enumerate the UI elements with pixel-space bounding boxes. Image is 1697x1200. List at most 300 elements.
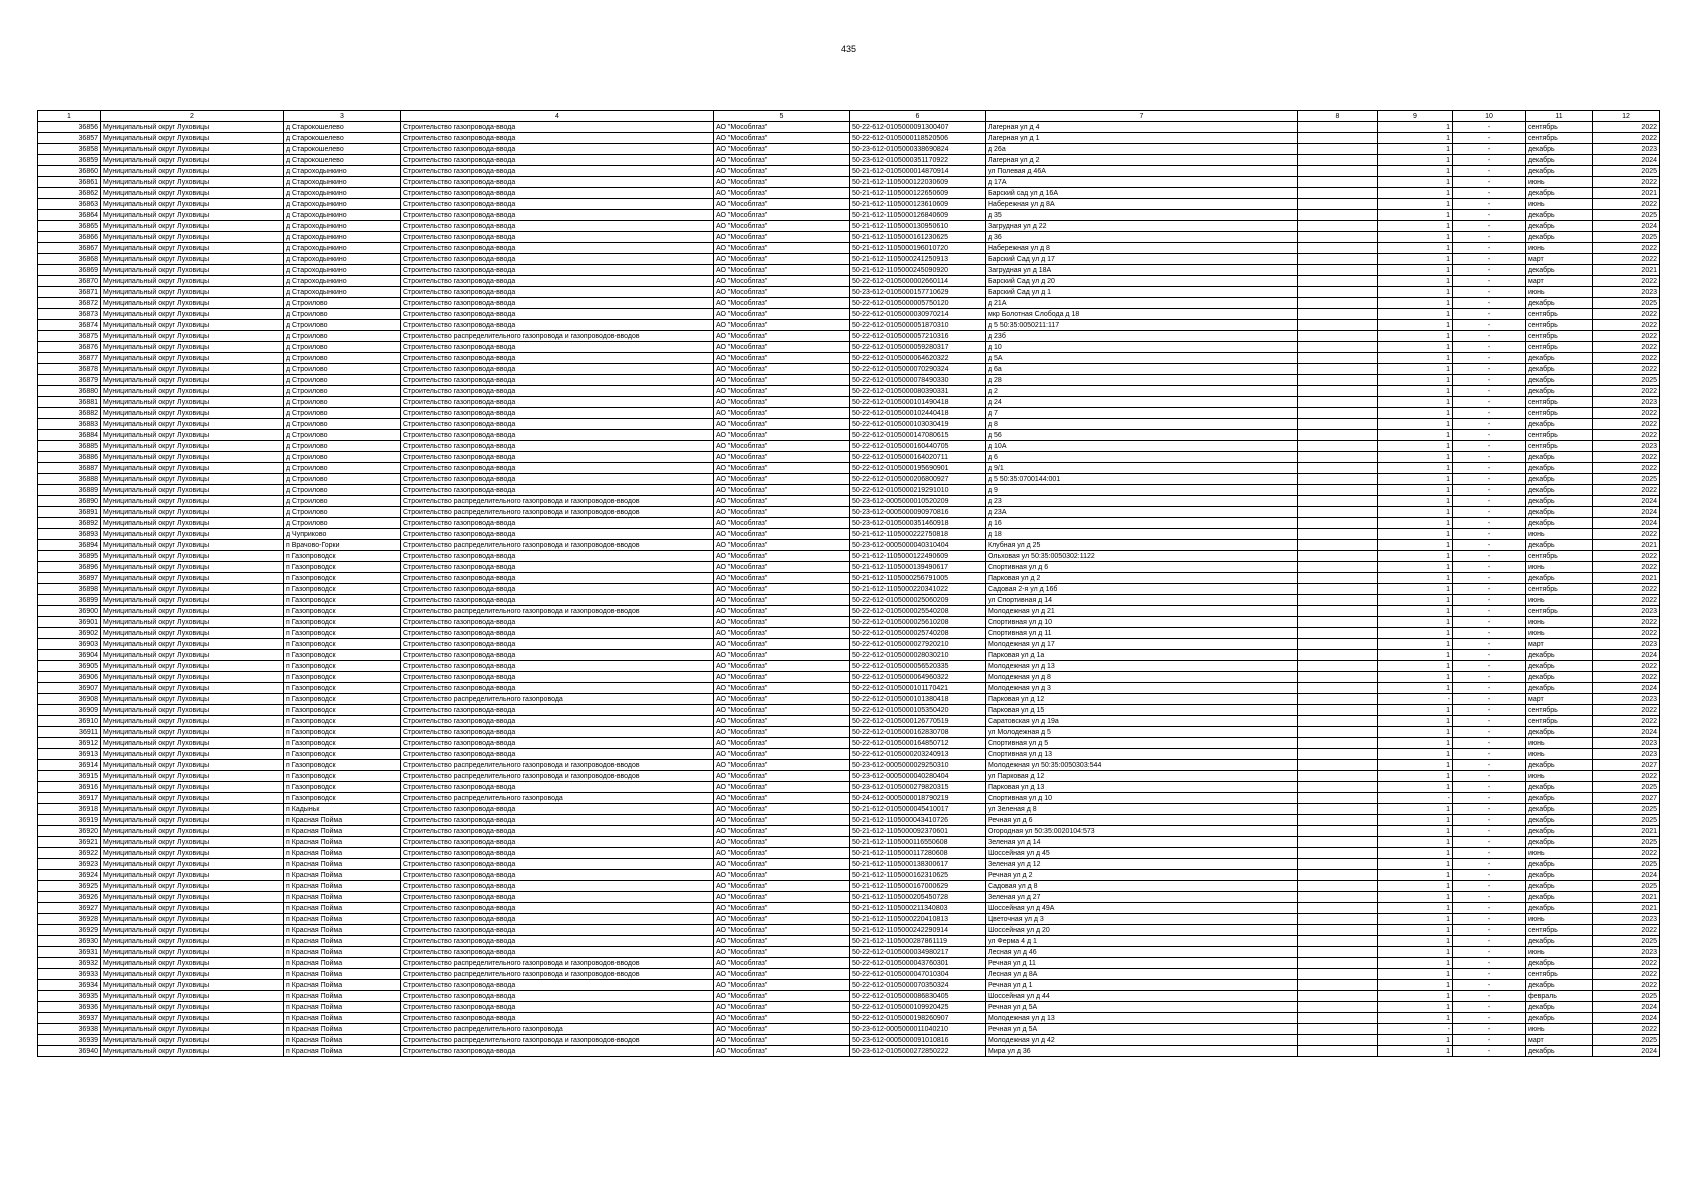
application-number-cell: 50-21-612-1105000123610609 xyxy=(850,199,986,210)
application-number-cell: 50-22-612-0105000025060209 xyxy=(850,595,986,606)
row-number-cell: 36871 xyxy=(38,287,101,298)
table-row xyxy=(38,980,1660,991)
col8-cell xyxy=(1298,232,1378,243)
col8-cell xyxy=(1298,573,1378,584)
col10-cell: - xyxy=(1453,430,1526,441)
col9-cell: 1 xyxy=(1378,672,1453,683)
organization-cell: АО "Мособлгаз" xyxy=(714,848,850,859)
table-row xyxy=(38,155,1660,166)
col9-cell: 1 xyxy=(1378,122,1453,133)
col9-cell: 1 xyxy=(1378,364,1453,375)
row-number-cell: 36879 xyxy=(38,375,101,386)
work-type-cell: Строительство газопровода-ввода xyxy=(401,749,714,760)
col8-cell xyxy=(1298,540,1378,551)
application-number-cell: 50-21-612-1105000138300617 xyxy=(850,859,986,870)
col10-cell: - xyxy=(1453,859,1526,870)
application-number-cell: 50-21-612-1105000256791005 xyxy=(850,573,986,584)
application-number-cell: 50-23-612-0105000338690824 xyxy=(850,144,986,155)
application-number-cell: 50-22-612-0105000198260907 xyxy=(850,1013,986,1024)
col9-cell: 1 xyxy=(1378,705,1453,716)
table-row xyxy=(38,727,1660,738)
table-row xyxy=(38,837,1660,848)
organization-cell: АО "Мособлгаз" xyxy=(714,815,850,826)
table-row xyxy=(38,353,1660,364)
col9-cell: 1 xyxy=(1378,287,1453,298)
row-number-cell: 36898 xyxy=(38,584,101,595)
col8-cell xyxy=(1298,947,1378,958)
district-cell: Муниципальный округ Луховицы xyxy=(101,133,284,144)
district-cell: Муниципальный округ Луховицы xyxy=(101,650,284,661)
year-cell: 2021 xyxy=(1593,826,1660,837)
month-cell: декабрь xyxy=(1526,1013,1593,1024)
row-number-cell: 36874 xyxy=(38,320,101,331)
table-row xyxy=(38,892,1660,903)
organization-cell: АО "Мособлгаз" xyxy=(714,485,850,496)
col8-cell xyxy=(1298,430,1378,441)
organization-cell: АО "Мособлгаз" xyxy=(714,1046,850,1057)
work-type-cell: Строительство газопровода-ввода xyxy=(401,408,714,419)
col9-cell: 1 xyxy=(1378,925,1453,936)
organization-cell: АО "Мособлгаз" xyxy=(714,936,850,947)
year-cell: 2022 xyxy=(1593,617,1660,628)
col9-cell: 1 xyxy=(1378,320,1453,331)
address-cell: Ольховая ул 50:35:0050302:1122 xyxy=(986,551,1298,562)
settlement-cell: п Красная Пойма xyxy=(284,958,401,969)
month-cell: февраль xyxy=(1526,991,1593,1002)
organization-cell: АО "Мособлгаз" xyxy=(714,1035,850,1046)
organization-cell: АО "Мособлгаз" xyxy=(714,309,850,320)
col9-cell: 1 xyxy=(1378,716,1453,727)
table-row xyxy=(38,716,1660,727)
row-number-cell: 36888 xyxy=(38,474,101,485)
address-cell: ул Спортивная д 14 xyxy=(986,595,1298,606)
address-cell: д 17А xyxy=(986,177,1298,188)
work-type-cell: Строительство газопровода-ввода xyxy=(401,122,714,133)
year-cell: 2023 xyxy=(1593,749,1660,760)
address-cell: Садовая 2-я ул д 16б xyxy=(986,584,1298,595)
table-row xyxy=(38,1024,1660,1035)
settlement-cell: п Газопроводск xyxy=(284,749,401,760)
col8-cell xyxy=(1298,683,1378,694)
settlement-cell: п Красная Пойма xyxy=(284,936,401,947)
col8-cell xyxy=(1298,155,1378,166)
col8-cell xyxy=(1298,463,1378,474)
district-cell: Муниципальный округ Луховицы xyxy=(101,210,284,221)
row-number-cell: 36872 xyxy=(38,298,101,309)
col10-cell: - xyxy=(1453,232,1526,243)
address-cell: Огородная ул 50:35:0020104:573 xyxy=(986,826,1298,837)
col10-cell: - xyxy=(1453,122,1526,133)
month-cell: декабрь xyxy=(1526,210,1593,221)
work-type-cell: Строительство газопровода-ввода xyxy=(401,584,714,595)
col8-cell xyxy=(1298,925,1378,936)
district-cell: Муниципальный округ Луховицы xyxy=(101,870,284,881)
settlement-cell: п Газопроводск xyxy=(284,551,401,562)
application-number-cell: 50-22-612-0105000164020711 xyxy=(850,452,986,463)
work-type-cell: Строительство газопровода-ввода xyxy=(401,947,714,958)
address-cell: Молодежная ул 50:35:0050303:544 xyxy=(986,760,1298,771)
district-cell: Муниципальный округ Луховицы xyxy=(101,991,284,1002)
organization-cell: АО "Мособлгаз" xyxy=(714,320,850,331)
month-cell: декабрь xyxy=(1526,474,1593,485)
application-number-cell: 50-22-612-0105000101490418 xyxy=(850,397,986,408)
month-cell: сентябрь xyxy=(1526,133,1593,144)
address-cell: д 9 xyxy=(986,485,1298,496)
month-cell: декабрь xyxy=(1526,144,1593,155)
table-row xyxy=(38,364,1660,375)
application-number-cell: 50-21-612-1105000245090920 xyxy=(850,265,986,276)
district-cell: Муниципальный округ Луховицы xyxy=(101,837,284,848)
col8-cell xyxy=(1298,408,1378,419)
district-cell: Муниципальный округ Луховицы xyxy=(101,1013,284,1024)
table-row xyxy=(38,122,1660,133)
settlement-cell: п Газопроводск xyxy=(284,771,401,782)
table-row xyxy=(38,232,1660,243)
col9-cell: 1 xyxy=(1378,408,1453,419)
organization-cell: АО "Мособлгаз" xyxy=(714,276,850,287)
col8-cell xyxy=(1298,474,1378,485)
year-cell: 2024 xyxy=(1593,1013,1660,1024)
col8-cell xyxy=(1298,826,1378,837)
settlement-cell: д Строилово xyxy=(284,331,401,342)
address-cell: Барский Сад ул д 20 xyxy=(986,276,1298,287)
col9-cell: 1 xyxy=(1378,133,1453,144)
work-type-cell: Строительство газопровода-ввода xyxy=(401,177,714,188)
row-number-cell: 36911 xyxy=(38,727,101,738)
organization-cell: АО "Мособлгаз" xyxy=(714,298,850,309)
year-cell: 2022 xyxy=(1593,342,1660,353)
settlement-cell: д Староходынкино xyxy=(284,243,401,254)
work-type-cell: Строительство газопровода-ввода xyxy=(401,232,714,243)
month-cell: сентябрь xyxy=(1526,320,1593,331)
table-row xyxy=(38,694,1660,705)
col9-cell: 1 xyxy=(1378,826,1453,837)
settlement-cell: д Строилово xyxy=(284,375,401,386)
organization-cell: АО "Мособлгаз" xyxy=(714,650,850,661)
address-cell: Спортивная ул д 6 xyxy=(986,562,1298,573)
row-number-cell: 36876 xyxy=(38,342,101,353)
district-cell: Муниципальный округ Луховицы xyxy=(101,342,284,353)
column-header: 11 xyxy=(1526,111,1593,122)
district-cell: Муниципальный округ Луховицы xyxy=(101,628,284,639)
district-cell: Муниципальный округ Луховицы xyxy=(101,276,284,287)
application-number-cell: 50-22-612-0105000080390331 xyxy=(850,386,986,397)
col8-cell xyxy=(1298,221,1378,232)
address-cell: Речная ул д 5А xyxy=(986,1002,1298,1013)
district-cell: Муниципальный округ Луховицы xyxy=(101,144,284,155)
col10-cell: - xyxy=(1453,133,1526,144)
district-cell: Муниципальный округ Луховицы xyxy=(101,892,284,903)
work-type-cell: Строительство газопровода-ввода xyxy=(401,881,714,892)
organization-cell: АО "Мособлгаз" xyxy=(714,166,850,177)
settlement-cell: п Газопроводск xyxy=(284,661,401,672)
row-number-cell: 36862 xyxy=(38,188,101,199)
organization-cell: АО "Мособлгаз" xyxy=(714,232,850,243)
organization-cell: АО "Мособлгаз" xyxy=(714,969,850,980)
col9-cell: 1 xyxy=(1378,518,1453,529)
col10-cell: - xyxy=(1453,606,1526,617)
table-row xyxy=(38,760,1660,771)
row-number-cell: 36897 xyxy=(38,573,101,584)
application-number-cell: 50-23-612-0105000272850222 xyxy=(850,1046,986,1057)
col10-cell: - xyxy=(1453,166,1526,177)
work-type-cell: Строительство газопровода-ввода xyxy=(401,628,714,639)
month-cell: июнь xyxy=(1526,177,1593,188)
work-type-cell: Строительство газопровода-ввода xyxy=(401,716,714,727)
year-cell: 2025 xyxy=(1593,375,1660,386)
col9-cell: 1 xyxy=(1378,221,1453,232)
col8-cell xyxy=(1298,716,1378,727)
year-cell: 2024 xyxy=(1593,870,1660,881)
col9-cell: 1 xyxy=(1378,375,1453,386)
application-number-cell: 50-23-612-0105000279820315 xyxy=(850,782,986,793)
address-cell: Загрудная ул д 22 xyxy=(986,221,1298,232)
settlement-cell: д Староходынкино xyxy=(284,287,401,298)
year-cell: 2025 xyxy=(1593,804,1660,815)
address-cell: Молодежная ул д 3 xyxy=(986,683,1298,694)
col8-cell xyxy=(1298,353,1378,364)
organization-cell: АО "Мособлгаз" xyxy=(714,837,850,848)
work-type-cell: Строительство распределительного газопровода и газопроводов-вводов xyxy=(401,496,714,507)
month-cell: декабрь xyxy=(1526,485,1593,496)
address-cell: Речная ул д 5А xyxy=(986,1024,1298,1035)
col8-cell xyxy=(1298,166,1378,177)
table-row xyxy=(38,936,1660,947)
district-cell: Муниципальный округ Луховицы xyxy=(101,716,284,727)
settlement-cell: д Старокошелево xyxy=(284,144,401,155)
table-row xyxy=(38,848,1660,859)
col10-cell: - xyxy=(1453,254,1526,265)
application-number-cell: 50-21-612-1105000122490609 xyxy=(850,551,986,562)
application-number-cell: 50-22-612-0105000025740208 xyxy=(850,628,986,639)
month-cell: декабрь xyxy=(1526,452,1593,463)
address-cell: д 9/1 xyxy=(986,463,1298,474)
district-cell: Муниципальный округ Луховицы xyxy=(101,309,284,320)
application-number-cell: 50-21-612-0105000014870914 xyxy=(850,166,986,177)
year-cell: 2022 xyxy=(1593,386,1660,397)
year-cell: 2022 xyxy=(1593,133,1660,144)
district-cell: Муниципальный округ Луховицы xyxy=(101,364,284,375)
col9-cell: 1 xyxy=(1378,430,1453,441)
table-row xyxy=(38,430,1660,441)
settlement-cell: п Красная Пойма xyxy=(284,969,401,980)
col9-cell: 1 xyxy=(1378,199,1453,210)
work-type-cell: Строительство газопровода-ввода xyxy=(401,705,714,716)
district-cell: Муниципальный округ Луховицы xyxy=(101,848,284,859)
year-cell: 2025 xyxy=(1593,815,1660,826)
col9-cell: 1 xyxy=(1378,419,1453,430)
row-number-cell: 36906 xyxy=(38,672,101,683)
month-cell: июнь xyxy=(1526,199,1593,210)
district-cell: Муниципальный округ Луховицы xyxy=(101,804,284,815)
settlement-cell: п Газопроводск xyxy=(284,738,401,749)
application-number-cell: 50-23-612-0105000157710629 xyxy=(850,287,986,298)
col10-cell: - xyxy=(1453,540,1526,551)
col10-cell: - xyxy=(1453,210,1526,221)
year-cell: 2024 xyxy=(1593,518,1660,529)
col10-cell: - xyxy=(1453,188,1526,199)
application-number-cell: 50-23-612-0005000091010816 xyxy=(850,1035,986,1046)
work-type-cell: Строительство газопровода-ввода xyxy=(401,166,714,177)
month-cell: декабрь xyxy=(1526,419,1593,430)
col8-cell xyxy=(1298,848,1378,859)
work-type-cell: Строительство газопровода-ввода xyxy=(401,859,714,870)
year-cell: 2025 xyxy=(1593,782,1660,793)
month-cell: декабрь xyxy=(1526,870,1593,881)
table-row xyxy=(38,683,1660,694)
work-type-cell: Строительство газопровода-ввода xyxy=(401,870,714,881)
organization-cell: АО "Мособлгаз" xyxy=(714,210,850,221)
row-number-cell: 36924 xyxy=(38,870,101,881)
row-number-cell: 36861 xyxy=(38,177,101,188)
col10-cell: - xyxy=(1453,496,1526,507)
table-row xyxy=(38,661,1660,672)
work-type-cell: Строительство распределительного газопровода и газопроводов-вводов xyxy=(401,540,714,551)
application-number-cell: 50-21-612-1105000287861119 xyxy=(850,936,986,947)
row-number-cell: 36913 xyxy=(38,749,101,760)
address-cell: д 6а xyxy=(986,364,1298,375)
settlement-cell: п Газопроводск xyxy=(284,683,401,694)
year-cell: 2023 xyxy=(1593,287,1660,298)
col10-cell: - xyxy=(1453,375,1526,386)
settlement-cell: п Красная Пойма xyxy=(284,925,401,936)
year-cell: 2023 xyxy=(1593,441,1660,452)
month-cell: декабрь xyxy=(1526,386,1593,397)
organization-cell: АО "Мособлгаз" xyxy=(714,562,850,573)
settlement-cell: д Строилово xyxy=(284,430,401,441)
row-number-cell: 36931 xyxy=(38,947,101,958)
year-cell: 2025 xyxy=(1593,298,1660,309)
col10-cell: - xyxy=(1453,364,1526,375)
row-number-cell: 36892 xyxy=(38,518,101,529)
col8-cell xyxy=(1298,529,1378,540)
row-number-cell: 36920 xyxy=(38,826,101,837)
address-cell: Парковая ул д 2 xyxy=(986,573,1298,584)
row-number-cell: 36918 xyxy=(38,804,101,815)
address-cell: д 5 50:35:0700144:001 xyxy=(986,474,1298,485)
col9-cell: 1 xyxy=(1378,298,1453,309)
settlement-cell: п Красная Пойма xyxy=(284,1002,401,1013)
col8-cell xyxy=(1298,870,1378,881)
col8-cell xyxy=(1298,518,1378,529)
year-cell: 2025 xyxy=(1593,1035,1660,1046)
row-number-cell: 36916 xyxy=(38,782,101,793)
month-cell: сентябрь xyxy=(1526,397,1593,408)
col10-cell: - xyxy=(1453,771,1526,782)
row-number-cell: 36939 xyxy=(38,1035,101,1046)
col8-cell xyxy=(1298,606,1378,617)
organization-cell: АО "Мособлгаз" xyxy=(714,683,850,694)
col8-cell xyxy=(1298,749,1378,760)
col10-cell: - xyxy=(1453,639,1526,650)
col8-cell xyxy=(1298,276,1378,287)
address-cell: Молодежная ул д 13 xyxy=(986,661,1298,672)
organization-cell: АО "Мособлгаз" xyxy=(714,694,850,705)
address-cell: Шоссейная ул д 45 xyxy=(986,848,1298,859)
district-cell: Муниципальный округ Луховицы xyxy=(101,705,284,716)
address-cell: ул Молодежная д 5 xyxy=(986,727,1298,738)
address-cell: д 6 xyxy=(986,452,1298,463)
col9-cell: 1 xyxy=(1378,661,1453,672)
month-cell: декабрь xyxy=(1526,353,1593,364)
district-cell: Муниципальный округ Луховицы xyxy=(101,771,284,782)
col10-cell: - xyxy=(1453,397,1526,408)
table-row xyxy=(38,925,1660,936)
organization-cell: АО "Мособлгаз" xyxy=(714,452,850,463)
col9-cell: 1 xyxy=(1378,628,1453,639)
table-row xyxy=(38,254,1660,265)
col8-cell xyxy=(1298,298,1378,309)
col10-cell: - xyxy=(1453,221,1526,232)
settlement-cell: п Красная Пойма xyxy=(284,859,401,870)
month-cell: сентябрь xyxy=(1526,408,1593,419)
work-type-cell: Строительство газопровода-ввода xyxy=(401,914,714,925)
col10-cell: - xyxy=(1453,265,1526,276)
district-cell: Муниципальный округ Луховицы xyxy=(101,606,284,617)
row-number-cell: 36914 xyxy=(38,760,101,771)
col8-cell xyxy=(1298,375,1378,386)
work-type-cell: Строительство газопровода-ввода xyxy=(401,529,714,540)
settlement-cell: п Красная Пойма xyxy=(284,837,401,848)
month-cell: июнь xyxy=(1526,617,1593,628)
work-type-cell: Строительство газопровода-ввода xyxy=(401,155,714,166)
month-cell: декабрь xyxy=(1526,1046,1593,1057)
work-type-cell: Строительство распределительного газопровода и газопроводов-вводов xyxy=(401,958,714,969)
row-number-cell: 36867 xyxy=(38,243,101,254)
year-cell: 2024 xyxy=(1593,683,1660,694)
col9-cell: 1 xyxy=(1378,837,1453,848)
application-number-cell: 50-21-612-1105000043410726 xyxy=(850,815,986,826)
address-cell: д 10А xyxy=(986,441,1298,452)
col8-cell xyxy=(1298,639,1378,650)
address-cell: Барский сад ул д 16А xyxy=(986,188,1298,199)
col8-cell xyxy=(1298,254,1378,265)
year-cell: 2023 xyxy=(1593,694,1660,705)
district-cell: Муниципальный округ Луховицы xyxy=(101,617,284,628)
application-number-cell: 50-21-612-1105000126840609 xyxy=(850,210,986,221)
work-type-cell: Строительство газопровода-ввода xyxy=(401,617,714,628)
application-number-cell: 50-22-612-0105000086830405 xyxy=(850,991,986,1002)
month-cell: декабрь xyxy=(1526,815,1593,826)
application-number-cell: 50-21-612-1105000122030609 xyxy=(850,177,986,188)
month-cell: сентябрь xyxy=(1526,342,1593,353)
application-number-cell: 50-23-612-0005000029250310 xyxy=(850,760,986,771)
col8-cell xyxy=(1298,1035,1378,1046)
table-row xyxy=(38,463,1660,474)
address-cell: д 23 xyxy=(986,496,1298,507)
application-number-cell: 50-23-612-0005000040280404 xyxy=(850,771,986,782)
application-number-cell: 50-22-612-0105000027920210 xyxy=(850,639,986,650)
col8-cell xyxy=(1298,1046,1378,1057)
year-cell: 2022 xyxy=(1593,452,1660,463)
application-number-cell: 50-22-612-0105000101380418 xyxy=(850,694,986,705)
address-cell: д 2 xyxy=(986,386,1298,397)
col8-cell xyxy=(1298,1013,1378,1024)
organization-cell: АО "Мособлгаз" xyxy=(714,617,850,628)
work-type-cell: Строительство газопровода-ввода xyxy=(401,342,714,353)
address-cell: Шоссейная ул д 44 xyxy=(986,991,1298,1002)
col10-cell: - xyxy=(1453,595,1526,606)
district-cell: Муниципальный округ Луховицы xyxy=(101,573,284,584)
month-cell: сентябрь xyxy=(1526,584,1593,595)
address-cell: д 24 xyxy=(986,397,1298,408)
row-number-cell: 36903 xyxy=(38,639,101,650)
col8-cell xyxy=(1298,650,1378,661)
month-cell: декабрь xyxy=(1526,188,1593,199)
register-table xyxy=(37,110,1660,1057)
column-header: 1 xyxy=(38,111,101,122)
col9-cell: 1 xyxy=(1378,188,1453,199)
